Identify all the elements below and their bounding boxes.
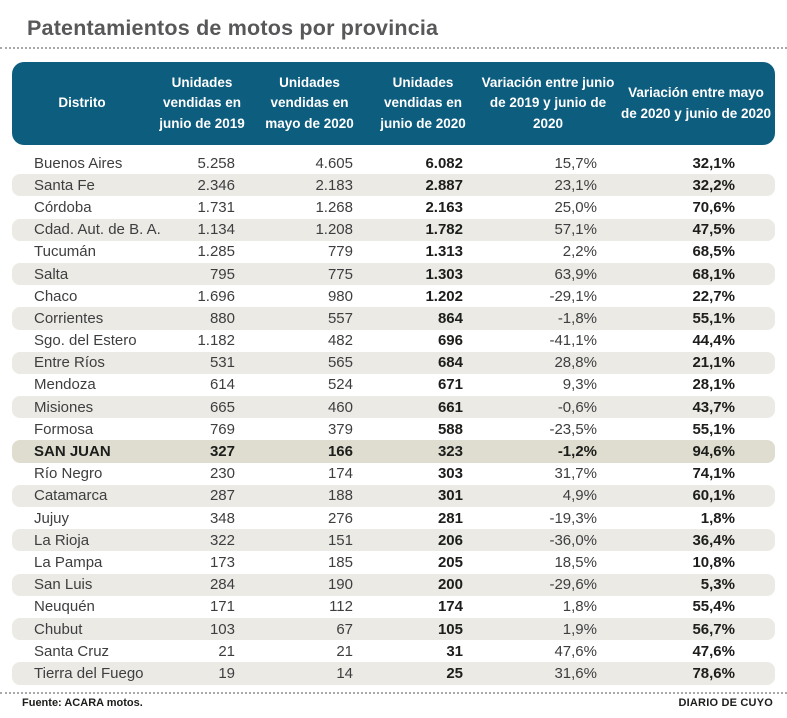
cell-var-2019-2020: 9,3% [562, 376, 597, 394]
cell-units-may-2020: 1.208 [315, 221, 353, 239]
cell-units-may-2020: 151 [327, 531, 353, 549]
cell-units-may-2020: 775 [327, 265, 353, 283]
cell-var-may-june-2020: 21,1% [692, 354, 735, 372]
cell-var-2019-2020: -19,3% [549, 509, 597, 527]
cell-units-may-2020: 565 [327, 354, 353, 372]
cell-district: Chaco [34, 287, 78, 305]
cell-units-may-2020: 174 [327, 465, 353, 483]
cell-units-june-2020: 671 [437, 376, 463, 394]
cell-units-may-2020: 482 [327, 332, 353, 350]
cell-units-june-2020: 588 [437, 420, 463, 438]
cell-units-june-2020: 301 [437, 487, 463, 505]
cell-var-2019-2020: 47,6% [554, 642, 597, 660]
column-header-var-2019-2020: Variación entre junio de 2019 y junio de 2020 [481, 75, 615, 131]
cell-units-may-2020: 379 [327, 420, 353, 438]
cell-district: Catamarca [34, 487, 108, 505]
cell-var-may-june-2020: 78,6% [692, 664, 735, 682]
cell-var-may-june-2020: 55,1% [692, 309, 735, 327]
cell-units-may-2020: 190 [327, 576, 353, 594]
cell-var-2019-2020: -1,2% [557, 443, 597, 461]
cell-units-june-2020: 303 [437, 465, 463, 483]
cell-var-may-june-2020: 68,1% [692, 265, 735, 283]
table-row [12, 219, 775, 241]
cell-units-may-2020: 1.268 [315, 198, 353, 216]
cell-var-may-june-2020: 10,8% [692, 553, 735, 571]
column-header-var-may-june: Variación entre mayo de 2020 y junio de 2020 [620, 85, 772, 121]
cell-var-may-june-2020: 74,1% [692, 465, 735, 483]
table-row [12, 574, 775, 596]
cell-var-2019-2020: 1,9% [562, 620, 597, 638]
cell-district: Tierra del Fuego [34, 664, 144, 682]
cell-units-june-2020: 696 [437, 332, 463, 350]
cell-var-may-june-2020: 44,4% [692, 332, 735, 350]
cell-units-may-2020: 557 [327, 309, 353, 327]
cell-units-june-2019: 1.134 [197, 221, 235, 239]
cell-var-2019-2020: -1,8% [557, 309, 597, 327]
cell-var-2019-2020: -23,5% [549, 420, 597, 438]
cell-var-may-june-2020: 28,1% [692, 376, 735, 394]
cell-district: La Pampa [34, 553, 103, 571]
cell-units-may-2020: 14 [336, 664, 353, 682]
cell-var-2019-2020: 4,9% [562, 487, 597, 505]
table-row [12, 352, 775, 374]
cell-district: Buenos Aires [34, 154, 123, 172]
cell-units-june-2020: 105 [437, 620, 463, 638]
cell-var-may-june-2020: 60,1% [692, 487, 735, 505]
table-row [12, 440, 775, 462]
cell-units-june-2020: 661 [437, 398, 463, 416]
cell-units-june-2020: 206 [437, 531, 463, 549]
cell-units-june-2019: 1.182 [197, 332, 235, 350]
cell-units-june-2020: 1.782 [425, 221, 463, 239]
cell-var-may-june-2020: 55,4% [692, 598, 735, 616]
cell-district: Mendoza [34, 376, 96, 394]
cell-var-2019-2020: 18,5% [554, 553, 597, 571]
footer-divider [0, 692, 787, 694]
cell-var-may-june-2020: 32,1% [692, 154, 735, 172]
table-row [12, 307, 775, 329]
title-divider [0, 47, 787, 49]
cell-var-2019-2020: 15,7% [554, 154, 597, 172]
cell-units-june-2019: 19 [218, 664, 235, 682]
column-header-june-2019: Unidades vendidas en junio de 2019 [159, 75, 245, 131]
cell-district: Tucumán [34, 243, 96, 261]
cell-var-may-june-2020: 43,7% [692, 398, 735, 416]
cell-district: Córdoba [34, 198, 92, 216]
cell-units-june-2019: 2.346 [197, 176, 235, 194]
cell-units-june-2019: 284 [209, 576, 235, 594]
table-row [12, 418, 775, 440]
cell-var-may-june-2020: 55,1% [692, 420, 735, 438]
cell-units-may-2020: 2.183 [315, 176, 353, 194]
cell-var-2019-2020: -36,0% [549, 531, 597, 549]
cell-units-may-2020: 524 [327, 376, 353, 394]
cell-district: Santa Fe [34, 176, 95, 194]
cell-units-june-2020: 1.313 [425, 243, 463, 261]
source-label: Fuente: ACARA motos. [22, 697, 143, 709]
cell-units-june-2020: 684 [437, 354, 463, 372]
cell-units-june-2019: 880 [209, 309, 235, 327]
cell-units-june-2019: 614 [209, 376, 235, 394]
table-row [12, 196, 775, 218]
cell-units-june-2019: 795 [209, 265, 235, 283]
cell-units-june-2020: 200 [437, 576, 463, 594]
cell-district: Neuquén [34, 598, 95, 616]
cell-units-june-2019: 5.258 [197, 154, 235, 172]
cell-district: Santa Cruz [34, 642, 110, 660]
cell-units-june-2019: 103 [209, 620, 235, 638]
cell-district: Formosa [34, 420, 94, 438]
cell-district: La Rioja [34, 531, 90, 549]
cell-units-june-2020: 1.303 [425, 265, 463, 283]
cell-units-june-2019: 1.696 [197, 287, 235, 305]
cell-units-may-2020: 980 [327, 287, 353, 305]
cell-units-june-2019: 1.285 [197, 243, 235, 261]
table-row [12, 330, 775, 352]
cell-units-may-2020: 21 [336, 642, 353, 660]
cell-var-2019-2020: 57,1% [554, 221, 597, 239]
cell-units-june-2020: 2.163 [425, 198, 463, 216]
cell-var-2019-2020: 31,6% [554, 664, 597, 682]
cell-var-may-june-2020: 47,6% [692, 642, 735, 660]
cell-district: Río Negro [34, 465, 103, 483]
cell-var-may-june-2020: 5,3% [700, 576, 735, 594]
cell-district: Cdad. Aut. de B. A. [34, 221, 161, 239]
cell-district: Chubut [34, 620, 83, 638]
column-header-june-2020: Unidades vendidas en junio de 2020 [380, 75, 466, 131]
column-header-district: Distrito [58, 95, 106, 111]
cell-units-june-2019: 173 [209, 553, 235, 571]
cell-units-june-2020: 864 [437, 309, 463, 327]
cell-units-june-2019: 769 [209, 420, 235, 438]
cell-units-june-2020: 2.887 [425, 176, 463, 194]
table-row [12, 463, 775, 485]
cell-var-may-june-2020: 1,8% [700, 509, 735, 527]
cell-units-june-2019: 21 [218, 642, 235, 660]
table-row [12, 152, 775, 174]
cell-units-may-2020: 276 [327, 509, 353, 527]
cell-district: Misiones [34, 398, 94, 416]
footer [0, 697, 787, 709]
cell-var-2019-2020: -41,1% [549, 332, 597, 350]
cell-units-june-2019: 287 [209, 487, 235, 505]
cell-units-june-2019: 348 [209, 509, 235, 527]
credit-label: DIARIO DE CUYO [678, 697, 773, 709]
cell-var-2019-2020: 28,8% [554, 354, 597, 372]
cell-units-june-2019: 665 [209, 398, 235, 416]
cell-units-may-2020: 4.605 [315, 154, 353, 172]
cell-var-may-june-2020: 36,4% [692, 531, 735, 549]
table-row [12, 662, 775, 684]
cell-units-june-2019: 171 [209, 598, 235, 616]
table-row [12, 640, 775, 662]
table-row [12, 529, 775, 551]
cell-units-june-2020: 1.202 [425, 287, 463, 305]
cell-var-2019-2020: 1,8% [562, 598, 597, 616]
cell-var-2019-2020: 63,9% [554, 265, 597, 283]
cell-var-may-june-2020: 68,5% [692, 243, 735, 261]
cell-var-may-june-2020: 56,7% [692, 620, 735, 638]
table-row [12, 174, 775, 196]
table-row [12, 285, 775, 307]
table-row [12, 396, 775, 418]
cell-units-june-2020: 281 [437, 509, 463, 527]
cell-units-june-2020: 31 [446, 642, 463, 660]
table-body [12, 152, 775, 685]
cell-var-may-june-2020: 22,7% [692, 287, 735, 305]
cell-var-2019-2020: -0,6% [557, 398, 597, 416]
cell-district: Sgo. del Estero [34, 332, 137, 350]
cell-units-june-2020: 205 [437, 553, 463, 571]
cell-units-june-2020: 6.082 [425, 154, 463, 172]
table-row [12, 374, 775, 396]
cell-units-may-2020: 188 [327, 487, 353, 505]
cell-district: Jujuy [34, 509, 70, 527]
table-row [12, 551, 775, 573]
cell-var-may-june-2020: 94,6% [692, 443, 735, 461]
cell-var-2019-2020: 31,7% [554, 465, 597, 483]
cell-units-may-2020: 112 [329, 598, 353, 616]
cell-district: San Luis [34, 576, 93, 594]
cell-units-june-2019: 322 [209, 531, 235, 549]
cell-units-june-2019: 531 [209, 354, 235, 372]
cell-var-may-june-2020: 47,5% [692, 221, 735, 239]
cell-district: Salta [34, 265, 69, 283]
table-header [12, 62, 775, 145]
table-row [12, 263, 775, 285]
cell-var-2019-2020: -29,1% [549, 287, 597, 305]
table-row [12, 507, 775, 529]
cell-units-may-2020: 779 [327, 243, 353, 261]
page-title: Patentamientos de motos por provincia [27, 16, 439, 40]
cell-units-june-2020: 174 [437, 598, 463, 616]
cell-var-2019-2020: 25,0% [554, 198, 597, 216]
cell-var-may-june-2020: 32,2% [692, 176, 735, 194]
cell-units-may-2020: 460 [327, 398, 353, 416]
table-row [12, 485, 775, 507]
table-row [12, 618, 775, 640]
cell-district: Entre Ríos [34, 354, 105, 372]
cell-district: SAN JUAN [34, 443, 111, 461]
cell-units-june-2020: 323 [437, 443, 463, 461]
column-header-may-2020: Unidades vendidas en mayo de 2020 [265, 75, 354, 131]
table-row [12, 241, 775, 263]
cell-units-june-2019: 230 [209, 465, 235, 483]
cell-var-2019-2020: 23,1% [554, 176, 597, 194]
cell-units-may-2020: 185 [327, 553, 353, 571]
cell-units-may-2020: 67 [336, 620, 353, 638]
cell-units-june-2019: 1.731 [197, 198, 235, 216]
cell-var-2019-2020: 2,2% [562, 243, 597, 261]
cell-units-june-2020: 25 [446, 664, 463, 682]
cell-units-june-2019: 327 [209, 443, 235, 461]
cell-units-may-2020: 166 [327, 443, 353, 461]
table-row [12, 596, 775, 618]
cell-var-2019-2020: -29,6% [549, 576, 597, 594]
cell-var-may-june-2020: 70,6% [692, 198, 735, 216]
cell-district: Corrientes [34, 309, 104, 327]
